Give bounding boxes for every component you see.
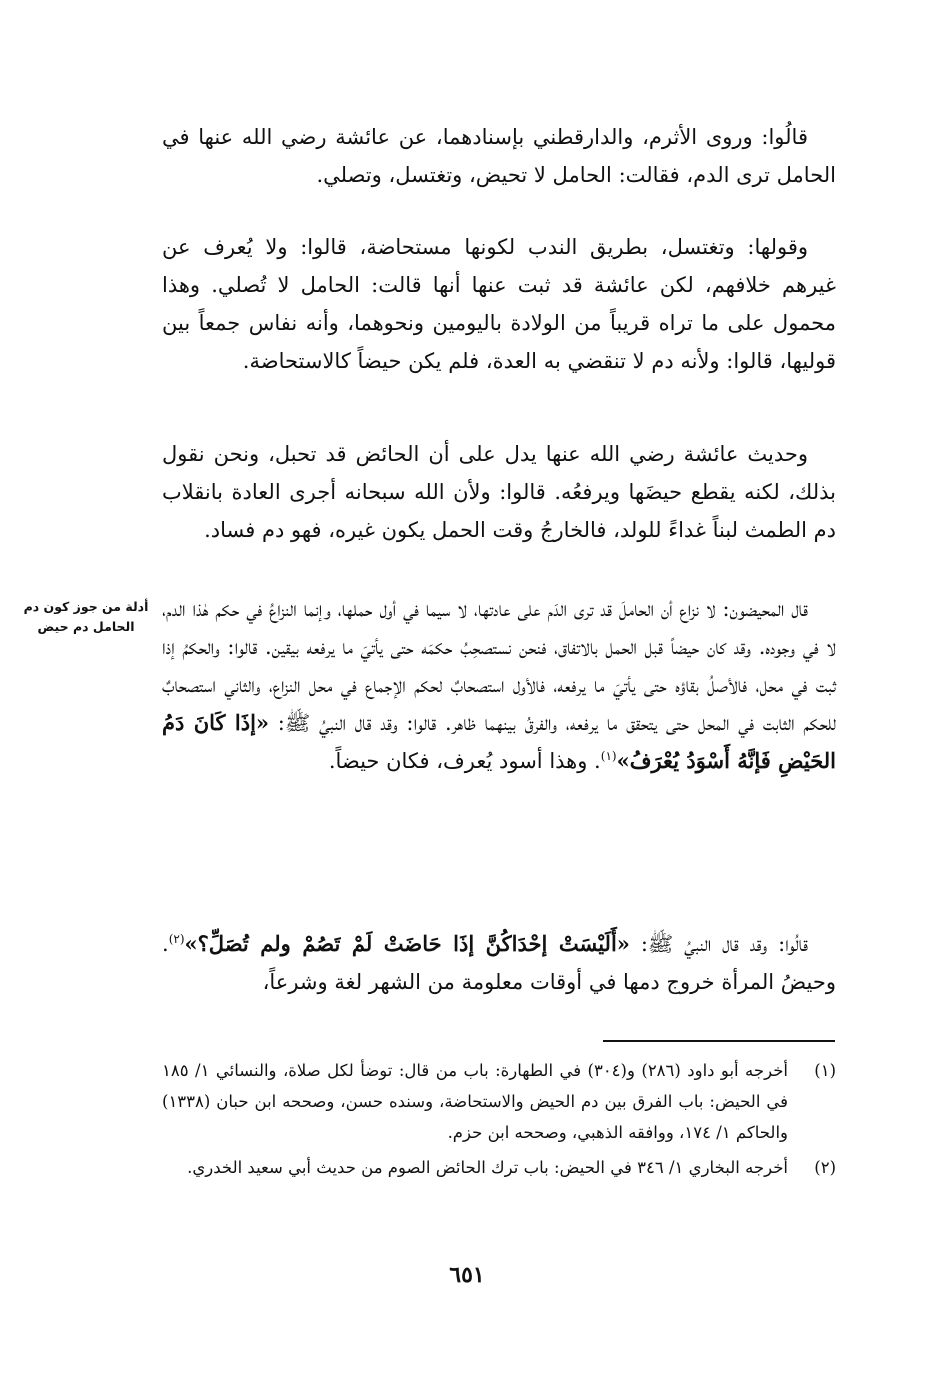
footnote-text: أخرجه البخاري ١/ ٣٤٦ في الحيض: باب ترك الحائض الصوم من حديث أبي سعيد الخدري. bbox=[187, 1158, 788, 1177]
paragraph-text: . وهذا أسود يُعرف، فكان حيضاً. bbox=[328, 749, 601, 773]
footnote-reference[interactable]: (٢) bbox=[168, 932, 185, 946]
paragraph-text: . وحيضُ المرأة خروج دمها في أوقات معلومة من الشهر لغة وشرعاً، bbox=[162, 932, 836, 994]
paragraph-text: قالُوا: وقد قال النبيُ ﷺ: bbox=[640, 932, 808, 956]
footnote-number: (٢) bbox=[814, 1158, 836, 1177]
footnote-item bbox=[162, 1152, 836, 1183]
footnote-number: (١) bbox=[814, 1061, 836, 1080]
footnotes bbox=[162, 1055, 836, 1187]
footnote-item bbox=[162, 1055, 836, 1148]
paragraph-text: قال المحيضون: لا نزاع أن الحاملَ قد ترى الدَم على عادتها، لا سيما في أول حملها، وإنما النزاعُ في حكم هٰذا الدم، لا في وجوده. وقد كان حيضاً قبل الحمل بالاتفاق، فنحن نستصحِبُ حكمَه حتى يأتيَ ما يرفعه بيقين. قالوا: والحكمُ إذا ثبت في محل، فالأصلُ بقاؤه حتى يأتيَ ما يرفعه، فالأول استصحابٌ لحكم الإجماع في محل النزاع، والثاني استصحابٌ للحكم الثابت في المحل حتى يتحقق ما يرفعه، والفرقُ بينهما ظاهر. قالوا: وقد قال النبيُ ﷺ: bbox=[162, 597, 836, 735]
margin-note: أدلة من جوز كون دم الحامل دم حيض bbox=[23, 599, 149, 634]
hadith-quote: «إذَا كَانَ دَمُ الحَيْضِ فَإنَّهُ أَسْوَدُ يُعْرَفُ» bbox=[162, 710, 836, 773]
paragraph-muhayyidun bbox=[162, 590, 836, 780]
paragraph-aisha-statement: وقولها: وتغتسل، بطريق الندب لكونها مستحاضة، قالوا: ولا يُعرف عن غيرهم خلافهم، لكن عائشة قد ثبت عنها أنها قالت: الحامل لا تُصلي. وهذا محمول على ما تراه قريباً من الولادة باليومين ونحوهما، وأنه نفاس جمعاً بين قوليها، قالوا: ولأنه دم لا تنقضي به العدة، فلم يكن حيضاً كالاستحاضة. bbox=[162, 235, 836, 373]
hadith-quote: «أَلَيْسَتْ إحْدَاكُنَّ إذَا حَاضَتْ لَمْ تَصُمْ ولم تُصَلِّ؟» bbox=[184, 931, 630, 956]
footnote-divider bbox=[603, 1040, 835, 1042]
page-number: ٦٥١ bbox=[449, 1262, 485, 1288]
paragraph-athram-report: قالُوا: وروى الأثرم، والدارقطني بإسنادهما، عن عائشة رضي الله عنها في الحامل ترى الدم، فقالت: الحامل لا تحيض، وتغتسل، وتصلي. bbox=[162, 125, 836, 187]
paragraph-prophet-saying bbox=[162, 925, 836, 1001]
footnote-text: أخرجه أبو داود (٢٨٦) و(٣٠٤) في الطهارة: باب من قال: توضأ لكل صلاة، والنسائي ١/ ١٨٥ في الحيض: باب الفرق بين دم الحيض والاستحاضة، وسنده حسن، وصححه ابن حبان (١٣٣٨) والحاكم ١/ ١٧٤، ووافقه الذهبي، وصححه ابن حزم. bbox=[162, 1061, 788, 1142]
paragraph-aisha-hadith: وحديث عائشة رضي الله عنها يدل على أن الحائض قد تحبل، ونحن نقول بذلك، لكنه يقطع حيضَها ويرفعُه. قالوا: ولأن الله سبحانه أجرى العادة بانقلاب دم الطمث لبناً غداءً للولد، فالخارجُ وقت الحمل يكون غيره، فهو دم فساد. bbox=[162, 442, 836, 542]
footnote-reference[interactable]: (١) bbox=[600, 749, 617, 763]
